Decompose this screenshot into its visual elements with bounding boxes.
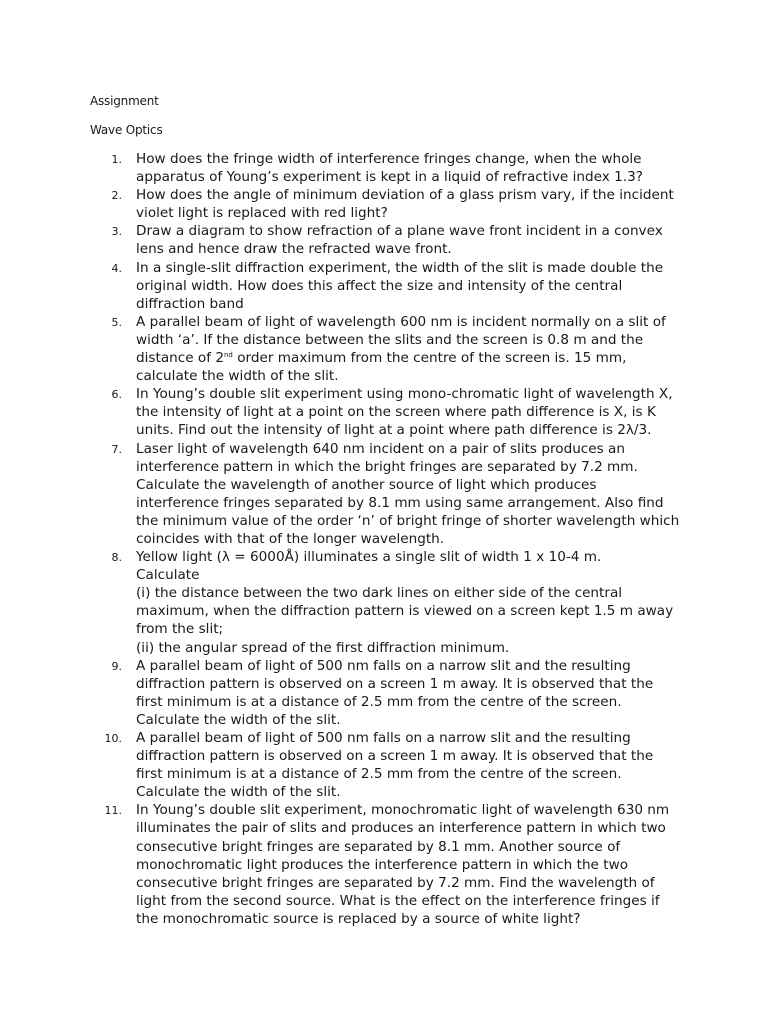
question-item: [0, 729, 681, 801]
question-list: [0, 150, 681, 928]
question-number: 11.: [104, 804, 122, 818]
question-text: In Young’s double slit experiment using mono-chromatic light of wavelength X, the intensity of light at a point on the screen where path difference is X, is K units. Find out the intensity of light at a point where path difference is 2λ/3.: [136, 386, 673, 439]
question-text-line: Calculate: [136, 567, 200, 584]
question-item: [0, 440, 681, 549]
question-text-part: order maximum from the centre of the screen is. 15 mm, calculate the width of the slit.: [136, 350, 627, 385]
question-item: [0, 657, 681, 729]
question-number: 2.: [111, 189, 122, 203]
question-number: 4.: [111, 261, 122, 275]
question-text: A parallel beam of light of 500 nm falls on a narrow slit and the resulting diffraction pattern is observed on a screen 1 m away. It is observed that the first minimum is at a distance of 2.5 mm from the centre of the screen. Calculate the width of the slit.: [136, 730, 654, 801]
question-text: Laser light of wavelength 640 nm incident on a pair of slits produces an interference pattern in which the bright fringes are separated by 7.2 mm. Calculate the wavelength of another source of light which produces interference fringes separated by 8.1 mm using same arrangement. Also find the minimum value of the order ‘n’ of bright fringe of shorter wavelength which coincides with that of the longer wavelength.: [136, 440, 680, 547]
question-text-part: A parallel beam of light of wavelength 600 nm is incident normally on a slit of width ‘a’. If the distance between the slits and the screen is 0.8 m and the distance of 2: [136, 313, 666, 367]
question-item: [0, 150, 681, 186]
question-item: [0, 801, 681, 928]
question-text: In a single-slit diffraction experiment, the width of the slit is made double the original width. How does this affect the size and intensity of the central diffraction band: [136, 259, 664, 312]
question-number: 6.: [111, 388, 122, 402]
question-item: [0, 186, 681, 222]
question-text: [136, 548, 681, 657]
question-number: 10.: [104, 732, 122, 745]
question-text: How does the fringe width of interference fringes change, when the whole apparatus of Young’s experiment is kept in a liquid of refractive index 1.3?: [136, 151, 643, 186]
question-item: [0, 222, 681, 258]
question-number: 8.: [111, 551, 122, 565]
ordinal-suffix: nd: [224, 351, 233, 360]
question-number: 7.: [111, 442, 122, 456]
question-text: Draw a diagram to show refraction of a plane wave front incident in a convex lens and hence draw the refracted wave front.: [136, 223, 663, 258]
question-number: 5.: [111, 315, 122, 329]
document-title: Assignment: [90, 94, 159, 108]
question-text: A parallel beam of light of 500 nm falls on a narrow slit and the resulting diffraction pattern is observed on a screen 1 m away. It is observed that the first minimum is at a distance of 2.5 mm from the centre of the screen. Calculate the width of the slit.: [136, 657, 654, 728]
question-text: How does the angle of minimum deviation of a glass prism vary, if the incident violet light is replaced with red light?: [136, 187, 674, 222]
question-text: [136, 313, 681, 385]
question-item: [0, 259, 681, 313]
question-number: 1.: [111, 153, 122, 166]
question-number: 3.: [111, 225, 122, 239]
question-text: In Young’s double slit experiment, monochromatic light of wavelength 630 nm illuminates the pair of slits and produces an interference pattern in which two consecutive bright fringes are separated by 8.1 mm. Another source of monochromatic light produces the interference pattern in which the two consecutive bright fringes are separated by 7.2 mm. Find the wavelength of light from the second source. What is the effect on the interference fringes if the monochromatic source is replaced by a source of white light?: [136, 802, 670, 927]
question-item: [0, 548, 681, 657]
document-topic: Wave Optics: [90, 123, 163, 137]
question-number: 9.: [111, 659, 122, 673]
question-subpart-i: (i) the distance between the two dark lines on either side of the central maximum, when the diffraction pattern is viewed on a screen kept 1.5 m away from the slit;: [136, 585, 674, 638]
question-subpart-ii: (ii) the angular spread of the first diffraction minimum.: [136, 639, 510, 656]
question-item: [0, 313, 681, 385]
question-item: [0, 385, 681, 439]
question-text-line: Yellow light (λ = 6000Å) illuminates a single slit of width 1 x 10-4 m.: [136, 549, 602, 566]
